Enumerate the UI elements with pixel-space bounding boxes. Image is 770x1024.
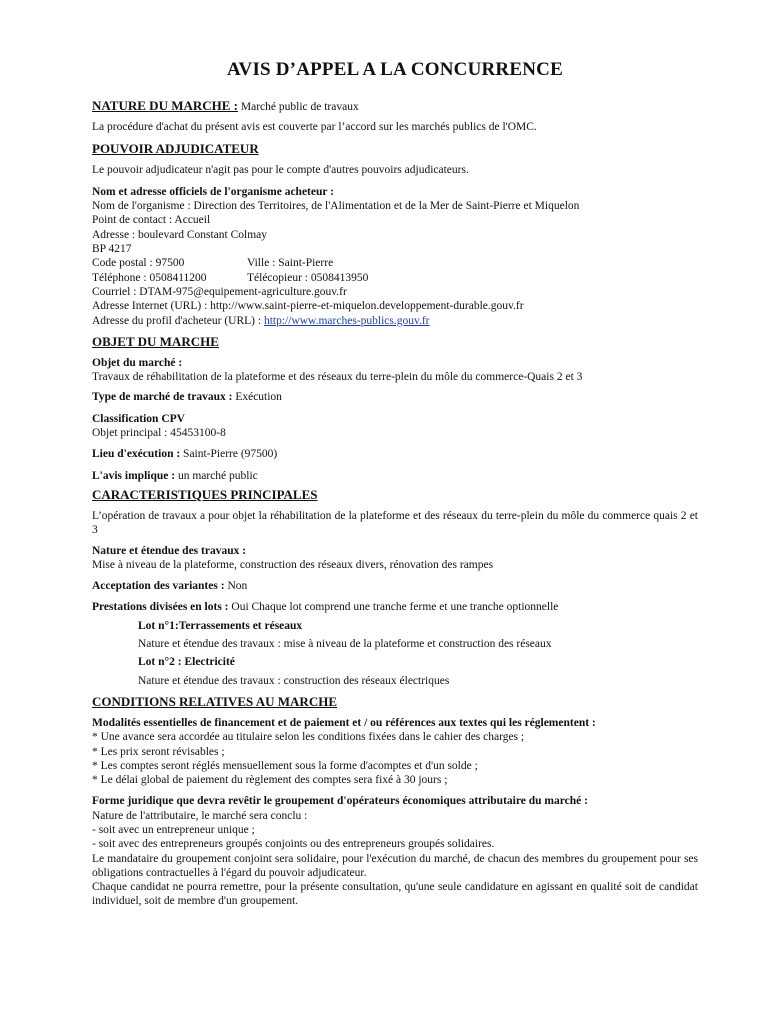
org-name: Nom de l'organisme : Direction des Territoires, de l'Alimentation et de la Mer de Saint-Pierre et Miquelon [92,200,580,213]
cpv-label: Classification CPV [92,412,185,425]
phone-fax-row [92,271,698,285]
buyer-profile-line [92,314,698,328]
postal-code: Code postal : 97500 [92,257,185,270]
lots-line [92,600,698,614]
nature-travaux-label: Nature et étendue des travaux : [92,544,247,557]
postal-city-row [92,256,698,270]
variantes-label: Acceptation des variantes : [92,580,225,593]
nature-travaux-value: Mise à niveau de la plateforme, construction des réseaux divers, rénovation des rampes [92,558,494,571]
buyer-profile-label: Adresse du profil d'acheteur (URL) : [92,314,264,327]
avis-value: un marché public [175,469,258,482]
city: Ville : Saint-Pierre [247,257,334,270]
candidat-paragraph: Chaque candidat ne pourra remettre, pour la présente consultation, qu'une seule candidature en agissant en qualité soit de candidat individuel, soit de membre d'un groupement. [92,881,698,908]
org-bp: BP 4217 [92,243,132,256]
lots-value: Oui Chaque lot comprend une tranche ferme et une tranche optionnelle [228,601,559,614]
type-line [92,390,698,404]
section-heading-objet: OBJET DU MARCHE [92,333,219,349]
modalite-item: * Une avance sera accordée au titulaire selon les conditions fixées dans le cahier des charges ; [92,731,525,744]
lieu-label: Lieu d'exécution : [92,448,181,461]
document-page [92,58,698,909]
lot-2-title: Lot n°2 : Electricité [138,656,235,669]
omc-note: La procédure d'achat du présent avis est couverte par l’accord sur les marchés publics de l'OMC. [92,121,537,134]
forme-line: - soit avec des entrepreneurs groupés conjoints ou des entrepreneurs groupés solidaires. [92,838,495,851]
section-heading-conditions: CONDITIONS RELATIVES AU MARCHE [92,693,337,709]
lieu-line [92,447,698,461]
email: Courriel : DTAM-975@equipement-agriculture.gouv.fr [92,285,347,298]
fax: Télécopieur : 0508413950 [247,271,369,284]
lot-1-desc: Nature et étendue des travaux : mise à niveau de la plateforme et construction des réseaux [138,638,552,651]
cpv-value: Objet principal : 45453100-8 [92,427,226,440]
section-heading-pouvoir: POUVOIR ADJUDICATEUR [92,140,259,156]
avis-line [92,469,698,483]
nature-value: Marché public de travaux [238,101,359,113]
modalites-label: Modalités essentielles de financement et de paiement et / ou références aux textes qui les réglementent : [92,716,596,729]
section-heading-nature: NATURE DU MARCHE : [92,98,239,113]
buyer-profile-link[interactable]: http://www.marches-publics.gouv.fr [263,314,430,327]
variantes-value: Non [224,580,248,593]
mandataire-paragraph: Le mandataire du groupement conjoint sera solidaire, pour l'exécution du marché, de chacun des membres du groupement pour ses obligations contractuelles à l'égard du pouvoir adjudicateur. [92,852,698,879]
variantes-line [92,579,698,593]
objet-value: Travaux de réhabilitation de la plateforme et des réseaux du terre-plein du môle du commerce-Quais 2 et 3 [92,371,583,384]
objet-label: Objet du marché : [92,356,183,369]
modalite-item: * Le délai global de paiement du règlement des comptes sera fixé à 30 jours ; [92,774,448,787]
modalite-item: * Les comptes seront réglés mensuellement sous la forme d'acomptes et d'un solde ; [92,759,478,772]
internet-url: Adresse Internet (URL) : http://www.saint-pierre-et-miquelon.developpement-durable.gouv.fr [92,300,524,313]
lots-label: Prestations divisées en lots : [92,601,229,614]
lieu-value: Saint-Pierre (97500) [180,448,278,461]
avis-label: L'avis implique : [92,469,176,482]
lot-1-title: Lot n°1:Terrassements et réseaux [138,619,303,632]
contact-point: Point de contact : Accueil [92,214,211,227]
pouvoir-note: Le pouvoir adjudicateur n'agit pas pour le compte d'autres pouvoirs adjudicateurs. [92,163,469,176]
org-address: Adresse : boulevard Constant Colmay [92,228,268,241]
forme-line: - soit avec un entrepreneur unique ; [92,823,255,836]
type-label: Type de marché de travaux : [92,391,233,404]
modalite-item: * Les prix seront révisables ; [92,745,225,758]
phone: Téléphone : 0508411200 [92,271,207,284]
carac-intro: L’opération de travaux a pour objet la réhabilitation de la plateforme et des réseaux du terre-plein du môle du commerce quais 2 et 3 [92,509,698,537]
forme-line: Nature de l'attributaire, le marché sera conclu : [92,809,308,822]
org-label: Nom et adresse officiels de l'organisme acheteur : [92,185,334,198]
type-value: Exécution [232,391,282,404]
forme-label: Forme juridique que devra revêtir le groupement d'opérateurs économiques attributaire du marché : [92,795,588,808]
document-title: AVIS D’APPEL A LA CONCURRENCE [227,59,563,80]
nature-line [92,98,698,114]
section-heading-caracteristiques: CARACTERISTIQUES PRINCIPALES [92,486,318,502]
lot-2-desc: Nature et étendue des travaux : construction des réseaux électriques [138,674,450,687]
